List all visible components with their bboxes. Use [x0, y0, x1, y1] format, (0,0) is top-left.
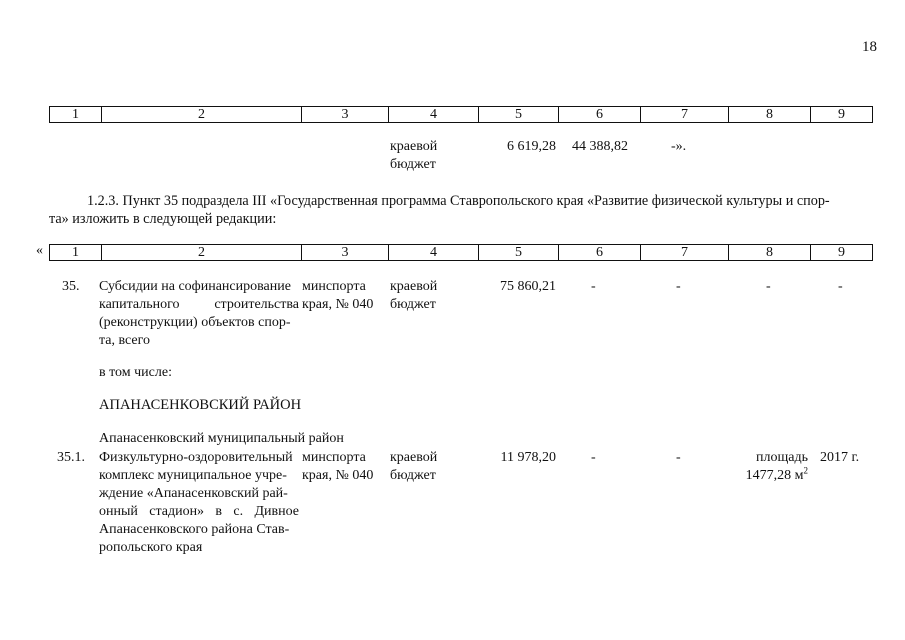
header-cell-4: 4 [389, 107, 479, 123]
header2-cell-5: 5 [479, 245, 559, 261]
header-cell-9: 9 [811, 107, 873, 123]
header-cell-6: 6 [559, 107, 641, 123]
table-header-row-2 [49, 244, 873, 261]
header-cell-3: 3 [302, 107, 389, 123]
header2-cell-3: 3 [302, 245, 389, 261]
row35-name: Субсидии на софинансирование капитального строительства (реконструкции) объектов спор- та, всего [99, 279, 299, 348]
row35-number: 35. [62, 279, 80, 294]
header2-cell-9: 9 [811, 245, 873, 261]
row351-source: краевой бюджет [390, 450, 438, 483]
open-quote: « [36, 243, 43, 258]
row35-source: краевой бюджет [390, 279, 438, 312]
header2-cell-7: 7 [641, 245, 729, 261]
header2-cell-8: 8 [729, 245, 811, 261]
row35-col8: - [766, 279, 771, 294]
row35-col7: - [676, 279, 681, 294]
row351-name: Физкультурно-оздоровительный комплекс муниципальное учре- ждение «Апанасенковский рай- онный стадион» в с. Дивное Апанасенковского района Став- ропольского края [99, 450, 299, 555]
row351-col5: 11 978,20 [500, 450, 556, 465]
row35-col9: - [838, 279, 843, 294]
header2-cell-6: 6 [559, 245, 641, 261]
including-label: в том числе: [99, 365, 172, 380]
header2-cell-4: 4 [389, 245, 479, 261]
header-cell-8: 8 [729, 107, 811, 123]
row351-col6: - [591, 450, 596, 465]
district-heading: АПАНАСЕНКОВСКИЙ РАЙОН [99, 397, 302, 413]
row35-col5: 75 860,21 [500, 279, 556, 294]
first-row-col6: 44 388,82 [572, 139, 628, 154]
first-row-source: краевой бюджет [390, 139, 438, 172]
row351-col7: - [676, 450, 681, 465]
row351-col8: площадь 1477,28 $м^2$ [745, 450, 808, 483]
header-cell-2: 2 [102, 107, 302, 123]
first-row-col7: -». [671, 139, 687, 154]
row35-col6: - [591, 279, 596, 294]
row35-administrator: минспорта края, № 040 [302, 279, 374, 312]
header2-cell-1: 1 [50, 245, 102, 261]
first-row-col5: 6 619,28 [507, 139, 556, 154]
instruction-line-2: та» изложить в следующей редакции: [49, 211, 277, 227]
header-cell-5: 5 [479, 107, 559, 123]
page-number: 18 [862, 39, 877, 55]
row351-administrator: минспорта края, № 040 [302, 450, 374, 483]
header2-cell-2: 2 [102, 245, 302, 261]
header-cell-7: 7 [641, 107, 729, 123]
row351-name-line-0: Апанасенковский муниципальный район [99, 431, 344, 446]
header-cell-1: 1 [50, 107, 102, 123]
instruction-line-1: 1.2.3. Пункт 35 подраздела III «Государственная программа Ставропольского края «Развитие физической культуры и спор- [87, 193, 830, 209]
row351-col9: 2017 г. [820, 450, 860, 465]
table-header-row-1 [49, 106, 873, 123]
row351-number: 35.1. [57, 450, 85, 465]
